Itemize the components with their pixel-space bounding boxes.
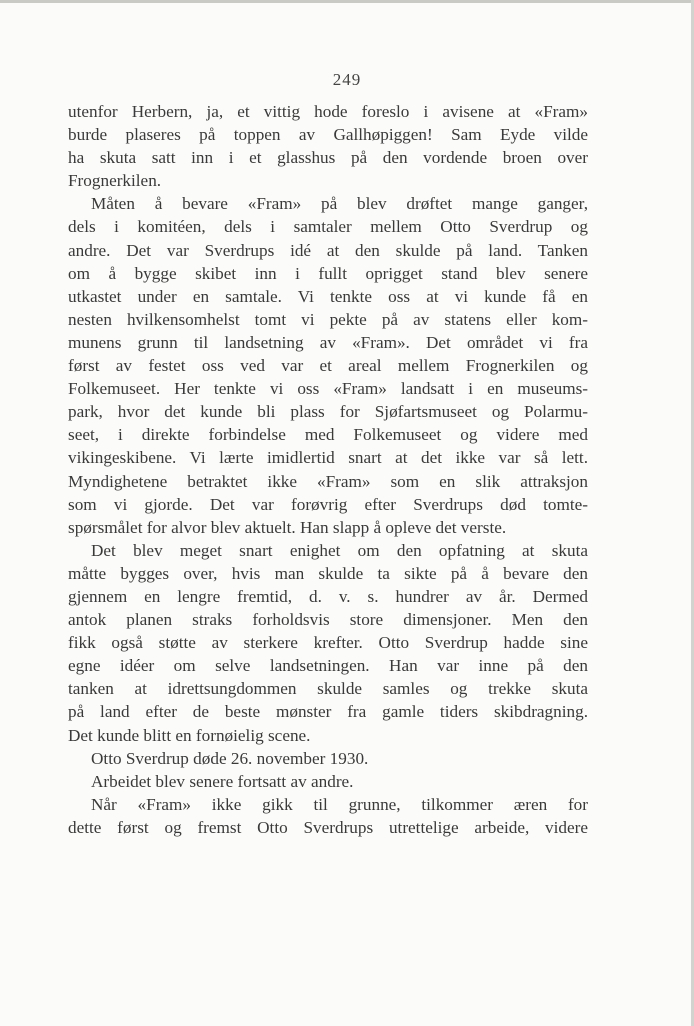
text-line: Otto Sverdrup døde 26. november 1930. [91,748,369,768]
text-line: tanken at idrettsungdommen skulde samles og trekke skuta [68,679,588,699]
text-line: antok planen straks forholdsvis store dimensjoner. Men den [68,610,588,630]
body-text [68,100,588,839]
text-line: andre. Det var Sverdrups idé at den skulde på land. Tanken [68,240,588,260]
text-line: burde plaseres på toppen av Gallhøpiggen! Sam Eyde vilde [68,125,588,145]
text-line: vikingeskibene. Vi lærte imidlertid snart at det ikke var så lett. [68,448,588,468]
text-line: Arbeidet blev senere fortsatt av andre. [91,771,354,791]
paragraph [68,770,588,793]
text-line: seet, i direkte forbindelse med Folkemuseet og videre med [68,425,588,445]
text-line: ha skuta satt inn i et glasshus på den vordende broen over [68,148,588,168]
text-line: Måten å bevare «Fram» på blev drøftet mange ganger, [91,194,588,214]
paragraph [68,793,588,839]
text-line: Det kunde blitt en fornøielig scene. [68,725,311,745]
text-line: egne idéer om selve landsetningen. Han var inne på den [68,656,588,676]
text-line: først av festet oss ved var et areal mellem Frognerkilen og [68,356,588,376]
text-line: Frognerkilen. [68,171,162,191]
text-line: gjennem en lengre fremtid, d. v. s. hundrer av år. Dermed [68,586,588,606]
text-line: dette først og fremst Otto Sverdrups utrettelige arbeide, videre [68,817,588,837]
text-line: på land efter de beste mønster fra gamle tiders skibdragning. [68,702,588,722]
text-line: om å bygge skibet inn i fullt oprigget stand blev senere [68,263,588,283]
text-line: utenfor Herbern, ja, et vittig hode foreslo i avisene at «Fram» [68,102,588,121]
text-line: dels i komitéen, dels i samtaler mellem Otto Sverdrup og [68,217,588,237]
text-line: nesten hvilkensomhelst tomt vi pekte på av statens eller kom- [68,309,588,329]
text-line: som vi gjorde. Det var forøvrig efter Sverdrups død tomte- [68,494,588,514]
text-line: spørsmålet for alvor blev aktuelt. Han slapp å opleve det verste. [68,517,507,537]
paragraph [68,747,588,770]
text-line: munens grunn til landsetning av «Fram». Det området vi fra [68,332,588,352]
text-line: fikk også støtte av sterkere krefter. Otto Sverdrup hadde sine [68,633,588,653]
text-line: utkastet under en samtale. Vi tenkte oss at vi kunde få en [68,286,588,306]
page-number: 249 [332,70,362,89]
text-line: Myndighetene betraktet ikke «Fram» som en slik attraksjon [68,471,588,491]
paragraph [68,192,588,538]
paragraph [68,100,588,192]
text-line: Det blev meget snart enighet om den opfatning at skuta [91,540,588,560]
text-line: park, hvor det kunde bli plass for Sjøfartsmuseet og Polarmu- [68,402,588,422]
page-edge-top [0,0,694,3]
text-line: Folkemuseet. Her tenkte vi oss «Fram» landsatt i en museums- [68,379,588,399]
text-line: måtte bygges over, hvis man skulde ta sikte på å bevare den [68,563,588,583]
paragraph [68,539,588,747]
text-line: Når «Fram» ikke gikk til grunne, tilkommer æren for [91,794,588,814]
